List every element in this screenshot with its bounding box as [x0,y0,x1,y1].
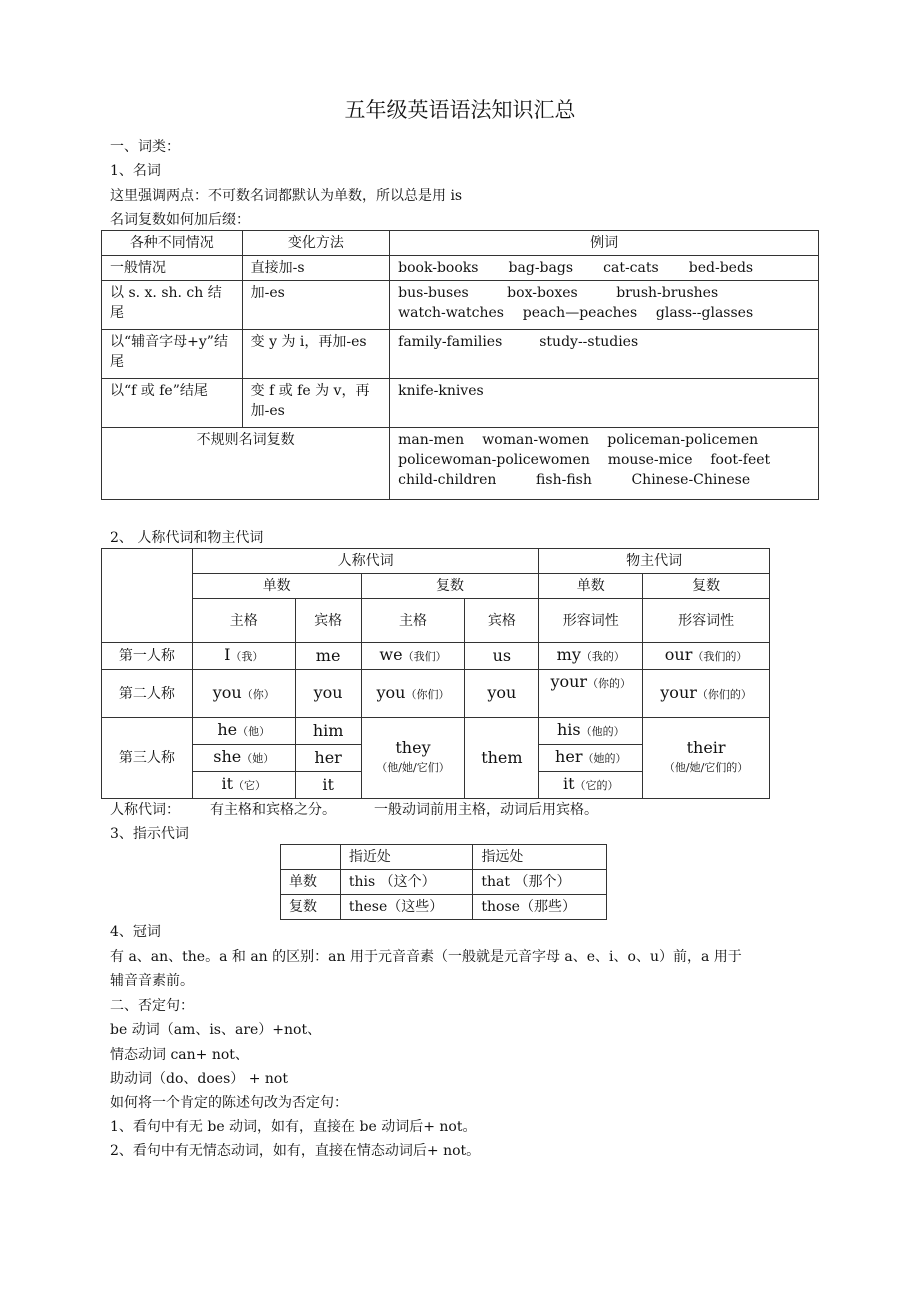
pronoun-note-label: 人称代词： [110,802,180,818]
negative-rule-modal: 情态动词 can+ not、 [110,1047,249,1063]
pronoun-gloss: （你们） [405,687,450,701]
pronoun: she [213,747,242,766]
example-word: Chinese-Chinese [631,472,751,488]
pronoun: it [221,774,233,793]
example-word: peach—peaches [522,305,638,321]
object-case-header: 宾格 [295,599,361,643]
example-word: family-families [398,334,503,350]
pronoun: them [481,747,523,767]
far-header: 指远处 [473,845,607,870]
header-cell: 例词 [390,231,819,256]
irregular-label-cell: 不规则名词复数 [102,428,390,500]
pronoun: we [379,645,403,664]
pronoun: it [322,774,334,794]
singular-label: 单数 [281,870,341,895]
pronoun-gloss: （你的） [587,677,632,690]
pronoun: you [212,682,242,702]
case-cell: 以 s. x. sh. ch 结尾 [102,281,243,330]
demonstrative-cell [340,870,473,895]
personal-pronoun-header: 人称代词 [192,549,539,574]
example-word: bus-buses [398,285,469,301]
case-cell: 一般情况 [102,256,243,281]
pronoun: you [376,682,406,702]
singular-header: 单数 [539,574,643,599]
pronoun: us [492,645,512,665]
pronoun: me [315,645,341,665]
article-text-line-2: 辅音音素前。 [110,973,194,989]
case-cell: 以“f 或 fe”结尾 [102,379,243,428]
pronoun: he [217,720,238,739]
negative-rule-be: be 动词（am、is、are）+not、 [110,1022,322,1038]
noun-plural-table [101,230,819,500]
pronoun: you [313,683,343,702]
method-cell: 直接加-s [242,256,390,281]
demonstrative-gloss: （那个） [514,874,571,890]
example-word: knife-knives [398,383,484,399]
header-cell: 各种不同情况 [102,231,243,256]
pronoun-gloss: （他的） [580,725,625,738]
second-person-label: 第二人称 [102,670,193,718]
example-word: mouse-mice [607,452,693,468]
examples-cell [390,428,819,500]
example-word: man-men [398,432,465,448]
negative-rule-auxiliary: 助动词（do、does） + not [110,1071,288,1087]
pronoun-table [101,548,770,799]
pronoun-heading: 2、 人称代词和物主代词 [110,530,264,546]
pronoun-gloss: （我） [230,650,264,663]
article-heading: 4、冠词 [110,924,161,940]
negative-how-to: 如何将一个肯定的陈述句改为否定句： [110,1095,348,1111]
demonstrative-word: this [348,874,376,890]
page-title: 五年级英语语法知识汇总 [344,98,576,122]
pronoun: her [555,747,583,766]
negative-step-2: 2、看句中有无情态动词，如有，直接在情态动词后+ not。 [110,1143,481,1159]
demonstrative-heading: 3、指示代词 [110,826,189,842]
plural-header: 复数 [643,574,770,599]
pronoun-gloss: （他） [237,725,271,738]
demonstrative-cell [473,895,607,920]
example-word: watch-watches [398,305,504,321]
noun-note: 这里强调两点：不可数名词都默认为单数，所以总是用 is [110,188,463,204]
pronoun: his [556,720,581,739]
pronoun-note-b: 一般动词前用主格，动词后用宾格。 [374,802,598,818]
negative-step-1: 1、看句中有无 be 动词，如有，直接在 be 动词后+ not。 [110,1119,477,1135]
example-word: brush-brushes [616,285,719,301]
example-word: woman-women [482,432,590,448]
adjective-form-header: 形容词性 [539,599,643,643]
case-cell: 以“辅音字母+y”结尾 [102,330,243,379]
adjective-form-header: 形容词性 [643,599,770,643]
pronoun-gloss: （它） [233,779,266,792]
pronoun: your [660,682,697,702]
pronoun-gloss: （她） [241,752,275,765]
demonstrative-cell [340,895,473,920]
demonstrative-gloss: （这些） [387,899,444,915]
example-word: book-books [398,260,479,276]
pronoun-note [110,800,598,820]
examples-cell [390,281,819,330]
example-word: policewoman-policewomen [398,452,590,468]
example-word: bag-bags [508,260,574,276]
examples-cell [390,330,819,379]
subject-case-header: 主格 [192,599,295,643]
section-heading-word-classes: 一、词类： [110,139,180,155]
pronoun-gloss: （我们） [402,650,447,663]
pronoun: it [562,774,575,793]
example-word: box-boxes [507,285,578,301]
example-word: cat-cats [603,260,659,276]
pronoun-gloss: （她的） [582,752,627,765]
object-case-header: 宾格 [465,599,539,643]
demonstrative-cell [473,870,607,895]
pronoun: their [686,738,726,757]
header-cell: 变化方法 [242,231,390,256]
pronoun-gloss: （他/她/它们的） [663,761,749,774]
demonstrative-word: these [348,899,388,915]
blank-corner-cell [281,845,341,870]
example-word: policeman-policemen [607,432,759,448]
method-cell: 变 f 或 fe 为 v，再加-es [242,379,390,428]
near-header: 指近处 [340,845,473,870]
plural-label: 复数 [281,895,341,920]
example-word: study--studies [539,334,639,350]
demonstrative-gloss: （这个） [379,874,436,890]
demonstrative-word: those [481,899,520,915]
section-heading-negative: 二、否定句： [110,998,194,1014]
example-word: bed-beds [688,260,754,276]
noun-heading: 1、名词 [110,163,161,179]
pronoun: my [556,645,581,664]
method-cell: 加-es [242,281,390,330]
demonstrative-table [280,844,607,920]
pronoun-gloss: （我的） [580,650,625,663]
examples-cell [390,379,819,428]
method-cell: 变 y 为 i，再加-es [242,330,390,379]
plural-header: 复数 [361,574,539,599]
pronoun: him [312,720,344,740]
example-word: glass--glasses [655,305,754,321]
pronoun-gloss: （你） [241,687,275,701]
article-text-line-1: 有 a、an、the。a 和 an 的区别：an 用于元音音素（一般就是元音字母 a、e、i、o、u）前，a 用于 [110,949,742,965]
demonstrative-word: that [481,874,511,890]
examples-cell [390,256,819,281]
pronoun: they [395,738,431,757]
pronoun: our [664,645,693,664]
pronoun-gloss: （它的） [574,779,619,792]
noun-plural-question: 名词复数如何加后缀： [110,212,250,228]
pronoun-note-a: 有主格和宾格之分。 [210,802,336,818]
pronoun: I [224,645,231,664]
possessive-pronoun-header: 物主代词 [539,549,770,574]
example-word: fish-fish [536,472,592,488]
pronoun: you [487,683,517,702]
example-word: foot-feet [710,452,771,468]
example-word: child-children [398,472,497,488]
pronoun: her [314,747,342,767]
first-person-label: 第一人称 [102,643,193,670]
subject-case-header: 主格 [361,599,465,643]
demonstrative-gloss: （那些） [519,899,576,915]
pronoun-gloss: （我们的） [692,650,748,663]
blank-corner-cell [102,549,193,643]
pronoun: your [550,672,588,691]
singular-header: 单数 [192,574,361,599]
pronoun-gloss: （你们的） [696,687,752,701]
third-person-label: 第三人称 [102,718,193,799]
pronoun-gloss: （他/她/它们） [376,761,450,774]
